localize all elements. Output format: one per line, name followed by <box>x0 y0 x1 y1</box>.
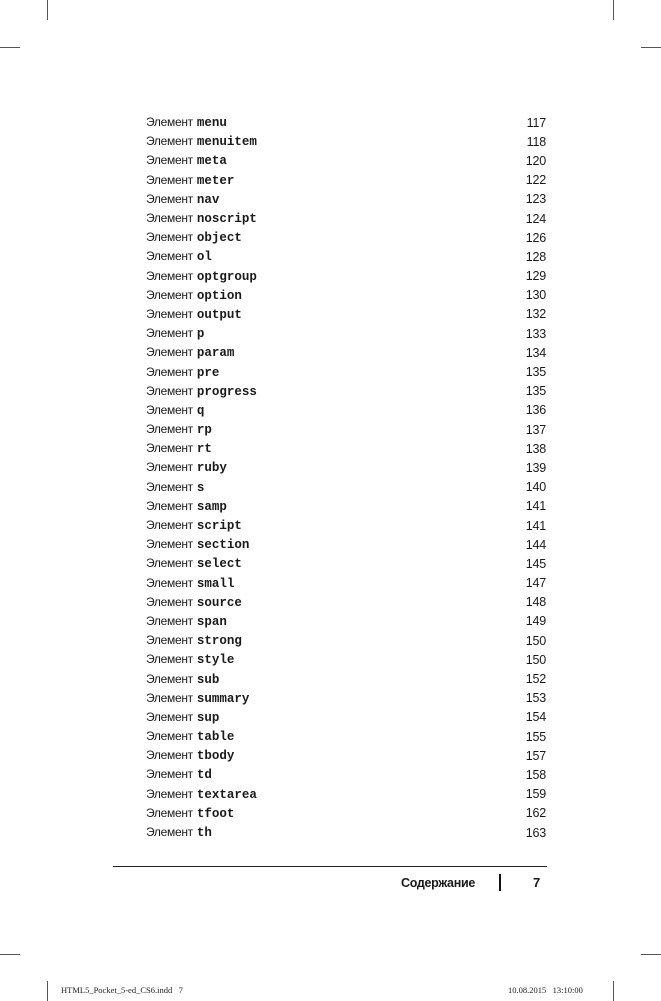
toc-entry-tag: menuitem <box>196 135 257 150</box>
toc-entry-page: 154 <box>525 710 546 725</box>
toc-entry-page: 153 <box>525 691 546 706</box>
toc-entry-tag: samp <box>196 499 227 514</box>
toc-entry-word: Элемент <box>146 825 193 840</box>
toc-entry-word: Элемент <box>146 441 193 456</box>
toc-entry-label <box>146 345 234 360</box>
toc-entry-tag: summary <box>196 691 250 706</box>
toc-entry-word: Элемент <box>146 671 193 686</box>
toc-entry-page: 140 <box>525 480 546 495</box>
toc-entry-tag: tfoot <box>196 806 235 821</box>
page-number: 7 <box>533 875 541 890</box>
toc-entry-label <box>146 748 234 763</box>
toc-entry-label <box>146 307 242 322</box>
toc-entry-page: 120 <box>525 153 546 168</box>
toc-entry-page: 118 <box>526 134 546 149</box>
toc-entry-tag: meter <box>196 173 235 188</box>
toc-entry-label <box>146 460 227 475</box>
toc-entry-page: 129 <box>525 269 546 284</box>
toc-entry-label <box>146 576 234 591</box>
toc-entry-word: Элемент <box>146 575 193 590</box>
toc-entry-page: 128 <box>525 249 546 264</box>
toc-entry-word: Элемент <box>146 709 193 724</box>
toc-entry-page: 147 <box>525 576 546 591</box>
toc-entry-word: Элемент <box>146 191 193 206</box>
toc-entry-word: Элемент <box>146 537 193 552</box>
toc-entry-word: Элемент <box>146 326 193 341</box>
toc-entry-page: 126 <box>525 230 546 245</box>
toc-entry-word: Элемент <box>146 633 193 648</box>
toc-entry-page: 163 <box>525 825 546 840</box>
crop-mark-bottom-right <box>613 981 614 1001</box>
print-slug-file: HTML5_Pocket_5-ed_CS6.indd 7 <box>61 985 183 995</box>
toc-entry-label <box>146 365 219 380</box>
toc-entry-page: 148 <box>525 595 546 610</box>
toc-entry <box>146 439 546 458</box>
toc-entry-word: Элемент <box>146 422 193 437</box>
toc-entry-label <box>146 633 242 648</box>
toc-entry-word: Элемент <box>146 364 193 379</box>
toc-entry-label <box>146 672 219 687</box>
toc-entry-word: Элемент <box>146 767 193 782</box>
toc-entry-word: Элемент <box>146 786 193 801</box>
toc-entry-label <box>146 806 234 821</box>
toc-entry <box>146 497 546 516</box>
toc-entry-page: 132 <box>525 307 546 322</box>
toc-entry-tag: param <box>196 346 235 361</box>
toc-entry-label <box>146 729 234 744</box>
toc-entry <box>146 267 546 286</box>
toc-entry-tag: rp <box>196 423 212 438</box>
toc-entry-word: Элемент <box>146 115 193 130</box>
toc-entry-page: 123 <box>525 192 546 207</box>
toc-entry-page: 130 <box>525 288 546 303</box>
toc-entry-word: Элемент <box>146 134 193 149</box>
toc-entry-label <box>146 767 212 782</box>
toc-entry <box>146 593 546 612</box>
toc-entry-page: 159 <box>525 787 546 802</box>
toc-entry-word: Элемент <box>146 211 193 226</box>
toc-entry <box>146 516 546 535</box>
crop-mark-top-right <box>613 0 614 20</box>
running-footer-title: Содержание <box>400 876 475 890</box>
toc-entry <box>146 823 546 842</box>
footer-rule <box>113 866 547 867</box>
toc-entry-word: Элемент <box>146 748 193 763</box>
toc-entry-label <box>146 288 242 303</box>
toc-entry-page: 124 <box>525 211 546 226</box>
toc-entry-tag: noscript <box>196 212 257 227</box>
toc-entry-label <box>146 326 204 341</box>
toc-entry-label <box>146 441 212 456</box>
toc-entry-page: 138 <box>525 441 546 456</box>
crop-mark-left-bottom <box>0 954 20 955</box>
crop-mark-right-bottom <box>641 954 661 955</box>
toc-entry-label <box>146 384 257 399</box>
toc-entry <box>146 343 546 362</box>
toc-entry-label <box>146 518 242 533</box>
toc-entry-word: Элемент <box>146 287 193 302</box>
toc-entry-label <box>146 115 227 130</box>
toc-entry-tag: textarea <box>196 787 257 802</box>
toc-entry-label <box>146 422 212 437</box>
toc-entry-page: 150 <box>525 633 546 648</box>
toc-entry-word: Элемент <box>146 479 193 494</box>
toc-entry-tag: table <box>196 730 235 745</box>
toc-entry-tag: tbody <box>196 749 235 764</box>
toc-entry <box>146 804 546 823</box>
toc-entry <box>146 324 546 343</box>
toc-entry <box>146 190 546 209</box>
toc-entry-word: Элемент <box>146 306 193 321</box>
toc-entry <box>146 631 546 650</box>
toc-entry-tag: section <box>196 538 250 553</box>
toc-entry-label <box>146 230 242 245</box>
toc-entry-word: Элемент <box>146 556 193 571</box>
toc-entry-label <box>146 595 242 610</box>
toc-entry <box>146 785 546 804</box>
toc-entry-label <box>146 710 219 725</box>
toc-entry-tag: th <box>196 826 212 841</box>
toc-entry-label <box>146 537 249 552</box>
toc-entry-word: Элемент <box>146 652 193 667</box>
toc-entry-label <box>146 652 234 667</box>
toc-entry <box>146 401 546 420</box>
toc-entry-tag: small <box>196 576 235 591</box>
toc-entry <box>146 727 546 746</box>
toc-entry <box>146 420 546 439</box>
table-of-contents <box>146 113 546 842</box>
toc-entry <box>146 554 546 573</box>
toc-entry <box>146 574 546 593</box>
crop-mark-right-top <box>641 47 661 48</box>
toc-entry <box>146 228 546 247</box>
toc-entry-page: 157 <box>525 748 546 763</box>
toc-entry-page: 139 <box>525 460 546 475</box>
toc-entry-tag: style <box>196 653 235 668</box>
crop-mark-left-top <box>0 47 20 48</box>
toc-entry-word: Элемент <box>146 230 193 245</box>
toc-entry-tag: rt <box>196 442 212 457</box>
toc-entry-page: 149 <box>525 614 546 629</box>
toc-entry-tag: meta <box>196 154 227 169</box>
toc-entry-tag: nav <box>196 192 220 207</box>
toc-entry-label <box>146 499 227 514</box>
toc-entry-tag: menu <box>196 116 227 131</box>
toc-entry-page: 155 <box>525 729 546 744</box>
toc-entry-label <box>146 211 257 226</box>
toc-entry-word: Элемент <box>146 268 193 283</box>
toc-entry-tag: progress <box>196 384 257 399</box>
toc-entry <box>146 708 546 727</box>
toc-entry <box>146 669 546 688</box>
toc-entry-word: Элемент <box>146 518 193 533</box>
toc-entry-page: 117 <box>526 115 546 130</box>
toc-entry-word: Элемент <box>146 729 193 744</box>
toc-entry <box>146 650 546 669</box>
toc-entry-tag: sup <box>196 710 220 725</box>
toc-entry-tag: select <box>196 557 242 572</box>
toc-entry-tag: strong <box>196 634 242 649</box>
toc-entry-label <box>146 192 219 207</box>
toc-entry <box>146 478 546 497</box>
toc-entry-page: 135 <box>525 384 546 399</box>
toc-entry-word: Элемент <box>146 613 193 628</box>
toc-entry-tag: td <box>196 768 212 783</box>
toc-entry-tag: output <box>196 307 242 322</box>
toc-entry-word: Элемент <box>146 249 193 264</box>
toc-entry-page: 144 <box>525 537 546 552</box>
toc-entry <box>146 689 546 708</box>
toc-entry-page: 152 <box>525 672 546 687</box>
toc-entry-label <box>146 787 257 802</box>
toc-entry-page: 135 <box>525 365 546 380</box>
toc-entry-tag: source <box>196 595 242 610</box>
toc-entry-word: Элемент <box>146 153 193 168</box>
toc-entry-page: 141 <box>525 518 546 533</box>
toc-entry <box>146 286 546 305</box>
toc-entry-tag: q <box>196 403 205 418</box>
toc-entry-word: Элемент <box>146 690 193 705</box>
toc-entry <box>146 209 546 228</box>
toc-entry-label <box>146 269 257 284</box>
toc-entry-word: Элемент <box>146 172 193 187</box>
toc-entry-label <box>146 153 227 168</box>
toc-entry-label <box>146 134 257 149</box>
toc-entry-page: 145 <box>525 556 546 571</box>
crop-mark-bottom-left <box>47 981 48 1001</box>
toc-entry-tag: object <box>196 231 242 246</box>
toc-entry-page: 150 <box>525 652 546 667</box>
toc-entry <box>146 362 546 381</box>
toc-entry-tag: pre <box>196 365 220 380</box>
footer-divider-bar <box>499 874 501 891</box>
toc-entry-word: Элемент <box>146 402 193 417</box>
toc-entry <box>146 171 546 190</box>
toc-entry-tag: sub <box>196 672 220 687</box>
toc-entry-page: 141 <box>525 499 546 514</box>
toc-entry <box>146 247 546 266</box>
toc-entry <box>146 458 546 477</box>
toc-entry-label <box>146 403 204 418</box>
toc-entry-tag: script <box>196 519 242 534</box>
toc-entry <box>146 113 546 132</box>
toc-entry-word: Элемент <box>146 383 193 398</box>
toc-entry-page: 133 <box>525 326 546 341</box>
toc-entry-tag: optgroup <box>196 269 257 284</box>
toc-entry-label <box>146 691 249 706</box>
toc-entry-tag: option <box>196 288 242 303</box>
toc-entry-tag: ol <box>196 250 212 265</box>
print-slug-timestamp: 10.08.2015 13:10:00 <box>508 985 583 995</box>
toc-entry <box>146 746 546 765</box>
toc-entry-word: Элемент <box>146 345 193 360</box>
crop-mark-top-left <box>47 0 48 20</box>
toc-entry-tag: span <box>196 614 227 629</box>
toc-entry-word: Элемент <box>146 594 193 609</box>
toc-entry-page: 137 <box>525 422 546 437</box>
toc-entry <box>146 132 546 151</box>
toc-entry-page: 136 <box>525 403 546 418</box>
toc-entry-label <box>146 556 242 571</box>
toc-entry-label <box>146 249 212 264</box>
toc-entry-tag: s <box>196 480 205 495</box>
toc-entry-word: Элемент <box>146 498 193 513</box>
toc-entry <box>146 382 546 401</box>
toc-entry <box>146 765 546 784</box>
toc-entry-tag: ruby <box>196 461 227 476</box>
toc-entry-label <box>146 480 204 495</box>
toc-entry <box>146 305 546 324</box>
toc-entry-page: 162 <box>525 806 546 821</box>
toc-entry-page: 134 <box>525 345 546 360</box>
toc-entry-label <box>146 614 227 629</box>
toc-entry <box>146 151 546 170</box>
toc-entry-word: Элемент <box>146 460 193 475</box>
toc-entry-page: 122 <box>525 173 546 188</box>
toc-entry-page: 158 <box>525 767 546 782</box>
toc-entry-tag: p <box>196 327 205 342</box>
toc-entry-label <box>146 825 212 840</box>
toc-entry-word: Элемент <box>146 805 193 820</box>
toc-entry-label <box>146 173 234 188</box>
toc-entry <box>146 535 546 554</box>
toc-entry <box>146 612 546 631</box>
